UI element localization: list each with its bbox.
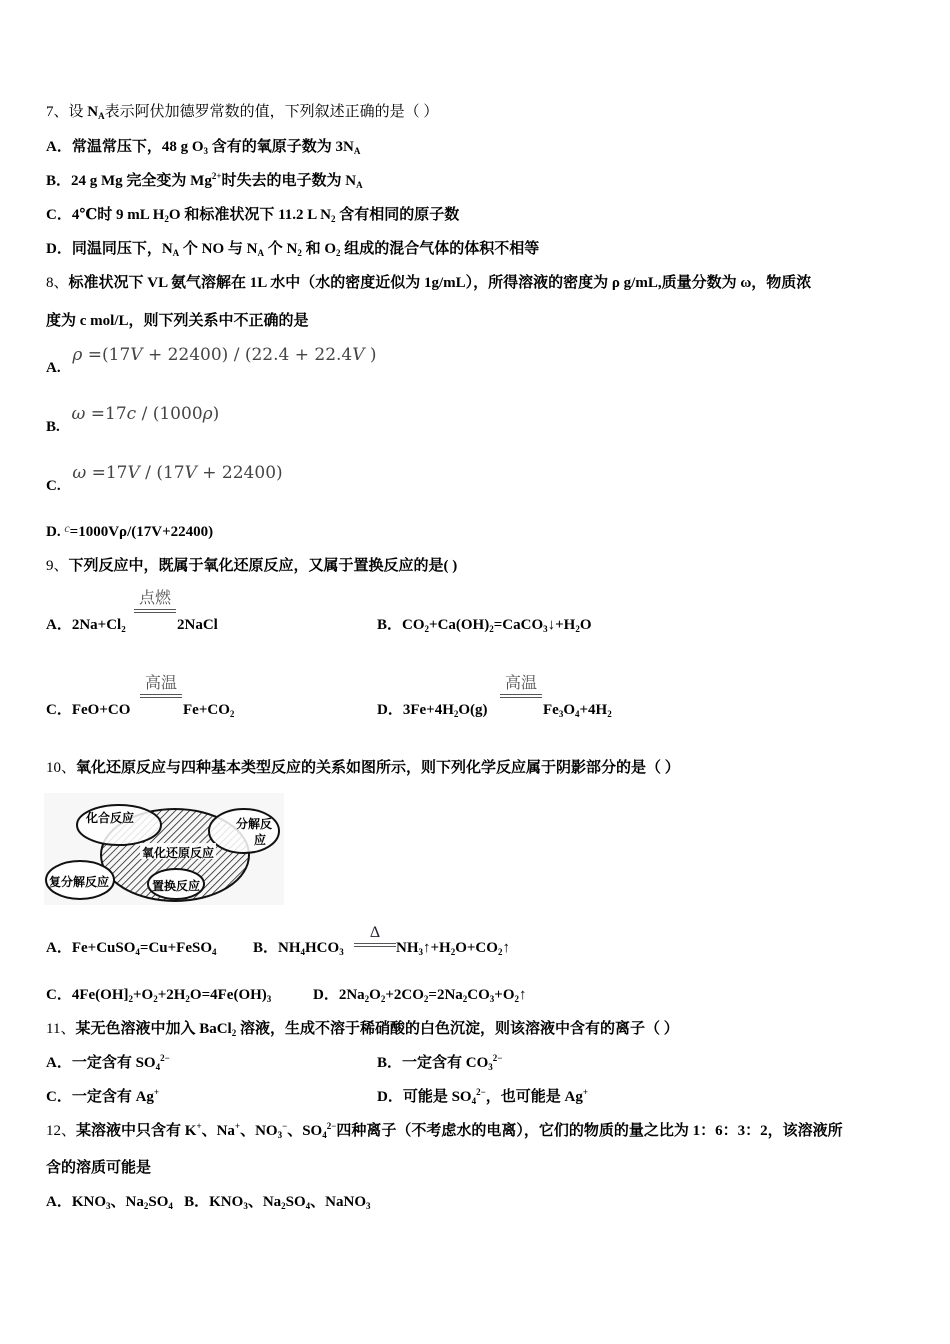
q11-option-b: B．一定含有 $CO_3^{2-}$	[377, 1053, 503, 1072]
q10-b-condition: Δ	[354, 924, 396, 947]
q7-option-a: A．常温常压下，48 g $O_3$ 含有的氧原子数为 $3N_A$	[46, 139, 361, 156]
q10-option-c: C．$4Fe(OH]_2+O_2+2H_2O=4Fe(OH)_3$	[46, 987, 272, 1004]
q8-option-b	[46, 404, 220, 437]
q12-stem-line1: 12、某溶液中只含有 K+、Na+、$NO_3^-$、$SO_4^{2-}$四种离子（不考虑水的电离），它们的物质的量之比为 1：6：3：2，该溶液所	[46, 1121, 843, 1140]
q9-c-product: $Fe+CO_2$	[183, 702, 235, 719]
q9-option-c: C．FeO+CO	[46, 702, 131, 718]
q9-option-b: B．$CO_2+Ca(OH)_2=CaCO_3↓+H_2O$	[377, 617, 592, 634]
q10-stem: 10、氧化还原反应与四种基本类型反应的关系如图所示，则下列化学反应属于阴影部分的是（ ）	[46, 760, 680, 776]
q8-option-c	[46, 463, 283, 496]
q8-a-formula: ρ =(17V + 22400) / (22.4 + 22.4V )	[72, 345, 377, 365]
q8-stem-line2: 度为 c mol/L，则下列关系中不正确的是	[46, 313, 309, 329]
q9-option-a: A．2Na+Cl₂	[46, 617, 126, 633]
q10-option-b: B．$NH_4HCO_3$	[253, 940, 344, 957]
q9-option-d: D．$3Fe+4H_2O(g)$	[377, 702, 488, 719]
q12-stem-line2: 含的溶质可能是	[46, 1160, 152, 1176]
q8-c-label: C.	[46, 478, 61, 494]
q10-option-a: A．Fe+CuSO$_4$=Cu+FeSO$_4$	[46, 940, 217, 957]
q9-a-product: 2NaCl	[177, 617, 218, 633]
q9-a-condition: 点燃	[134, 590, 176, 613]
q8-option-a	[46, 345, 377, 378]
q8-c-formula: ω =17V / (17V + 22400)	[72, 463, 283, 483]
q7-number: 7、	[46, 104, 69, 120]
q8-b-label: B.	[46, 419, 60, 435]
q9-stem: 9、下列反应中，既属于氧化还原反应，又属于置换反应的是( )	[46, 558, 458, 574]
diagram-label-combination: 化合反应	[86, 811, 135, 825]
q11-option-c: C．一定含有 Ag+	[46, 1087, 160, 1105]
diagram-label-displacement: 置换反应	[152, 879, 201, 893]
q8-d-label: D.	[46, 524, 61, 540]
q8-option-d: D. $^c$=1000Vρ/(17V+22400)	[46, 521, 214, 540]
q7-stem: 7、设 $N_A$表示阿伏加德罗常数的值，下列叙述正确的是（ ）	[46, 104, 439, 121]
q10-option-d: D．$2Na_2O_2+2CO_2=2Na_2CO_3+O_2↑$	[313, 987, 527, 1004]
diagram-label-redox: 氧化还原反应	[142, 846, 215, 860]
q7-option-d: D．同温同压下，$N_A$ 个 NO 与 $N_A$ 个 $N_2$ 和 $O_2$ 组成的混合气体的体积不相等	[46, 241, 540, 258]
q11-option-d: D．可能是 $SO_4^{2-}$，也可能是 Ag+	[377, 1087, 588, 1106]
q10-b-product: $NH_3↑+H_2O+CO_2↑$	[396, 940, 510, 957]
q12-options: A．$KNO_3$、$Na_2SO_4$ B．$KNO_3$、$Na_2SO_4$、NaNO$_3$	[46, 1194, 371, 1211]
q8-stem-line1: 8、标准状况下 VL 氨气溶解在 1L 水中（水的密度近似为 1g/mL），所得溶液的密度为 ρ g/mL,质量分数为 ω，物质浓	[46, 275, 812, 291]
q9-c-condition: 高温	[140, 675, 182, 698]
redox-venn-diagram: 化合反应 分解反 应 氧化还原反应 复分解反应 置换反应	[44, 793, 284, 910]
q9-d-product: $Fe_3O_4+4H_2$	[543, 702, 612, 719]
q8-a-label: A.	[46, 360, 61, 376]
diagram-label-decomposition: 分解反	[236, 817, 273, 831]
q11-option-a: A．一定含有 $SO_4^{2-}$	[46, 1053, 170, 1072]
q8-b-formula: ω =17c / (1000ρ)	[71, 404, 220, 424]
q11-stem: 11、某无色溶液中加入 BaCl$_2$ 溶液，生成不溶于稀硝酸的白色沉淀，则该溶液中含有的离子（ ）	[46, 1021, 679, 1038]
q9-d-condition: 高温	[500, 675, 542, 698]
q7-option-b: B．24 g Mg 完全变为 $Mg^{2+}$时失去的电子数为 $N_A$	[46, 171, 363, 190]
diagram-label-double-decomposition: 复分解反应	[49, 875, 110, 889]
q7-option-c: C．4℃时 9 mL $H_2O$ 和标准状况下 11.2 L $N_2$ 含有相同的原子数	[46, 207, 460, 224]
